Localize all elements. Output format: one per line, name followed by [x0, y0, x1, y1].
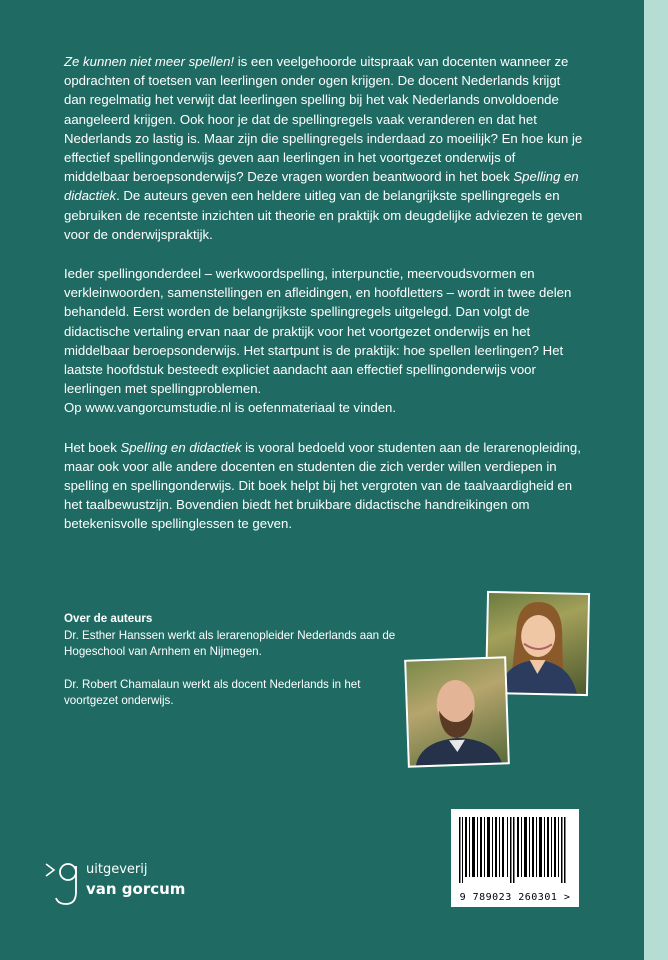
vg-logo-icon	[44, 858, 84, 908]
author-robert-bio: Dr. Robert Chamalaun werkt als docent Nederlands in het voortgezet onderwijs.	[64, 677, 361, 707]
book-title: Spelling en didactiek	[120, 439, 242, 455]
book-title: Spelling en didactiek	[64, 169, 579, 204]
blurb-paragraph-2	[64, 264, 584, 418]
spine-strip	[644, 0, 668, 960]
opening-quote: Ze kunnen niet meer spellen!	[64, 54, 235, 69]
authors-heading: Over de auteurs	[64, 612, 153, 625]
barcode-bars-icon	[451, 809, 579, 889]
blurb-paragraph-1	[64, 52, 584, 244]
author-esther-bio: Dr. Esther Hanssen werkt als lerarenopleider Nederlands aan de Hogeschool van Arnhem en Nijmegen.	[64, 628, 396, 658]
blurb-text: is vooral bedoeld voor studenten aan de lerarenopleiding, maar ook voor alle andere docenten en studenten die zich verder willen verdiepen in spelling en spellingonderwijs. Dit boek helpt bij het vergroten van de taalvaardigheid en het taalbewustzijn. Bovendien biedt het bruikbare didactische handreikingen om betekenisvolle spellinglessen te geven.	[64, 439, 581, 532]
publisher-name-line2: van gorcum	[86, 880, 186, 898]
back-cover-blurb	[64, 52, 584, 554]
isbn-number: 9 789023 260301 >	[459, 892, 571, 903]
portrait-man-icon	[406, 658, 508, 765]
blurb-paragraph-3	[64, 438, 584, 534]
blurb-text: is een veelgehoorde uitspraak van docenten wanneer ze opdrachten of toetsen van leerlingen onder ogen krijgen. De docent Nederlands krijgt dan regelmatig het verwijt dat leerlingen spelling bij het vak Nederlands onvoldoende aangeleerd krijgen. Ook hoor je dat de spellingregels vaak veranderen en dat het Nederlands zo lastig is. Maar zijn die spellingregels inderdaad zo moeilijk? En hoe kun je effectief spellingonderwijs geven aan leerlingen in het voortgezet onderwijs of middelbaar beroepsonderwijs? Deze vragen worden beantwoord in het boek	[64, 54, 583, 185]
author-photo-robert	[404, 656, 510, 767]
publisher-name-line1: uitgeverij	[86, 862, 148, 877]
about-authors	[64, 611, 404, 726]
website-line: Op www.vangorcumstudie.nl is oefenmateriaal te vinden.	[64, 400, 397, 416]
blurb-text: . De auteurs geven een heldere uitleg van de belangrijkste spellingregels en gebruiken de recentste inzichten uit theorie en praktijk om deugdelijke adviezen te geven voor de onderwijspraktijk.	[64, 188, 583, 242]
blurb-text: Het boek	[64, 439, 121, 455]
isbn-barcode	[451, 809, 579, 907]
blurb-text: Ieder spellingonderdeel – werkwoordspelling, interpunctie, meervoudsvormen en verkleinwoorden, samenstellingen en afleidingen, en hoofdletters – wordt in twee delen behandeld. Eerst worden de belangrijkste spellingregels uitgelegd. Dan volgt de didactische vertaling ervan naar de praktijk voor het voortgezet onderwijs en het middelbaar beroepsonderwijs. Het startpunt is de praktijk: hoe spellen leerlingen? Het laatste hoofdstuk besteedt expliciet aandacht aan effectief spellingonderwijs voor leerlingen met spellingproblemen.	[64, 266, 572, 397]
